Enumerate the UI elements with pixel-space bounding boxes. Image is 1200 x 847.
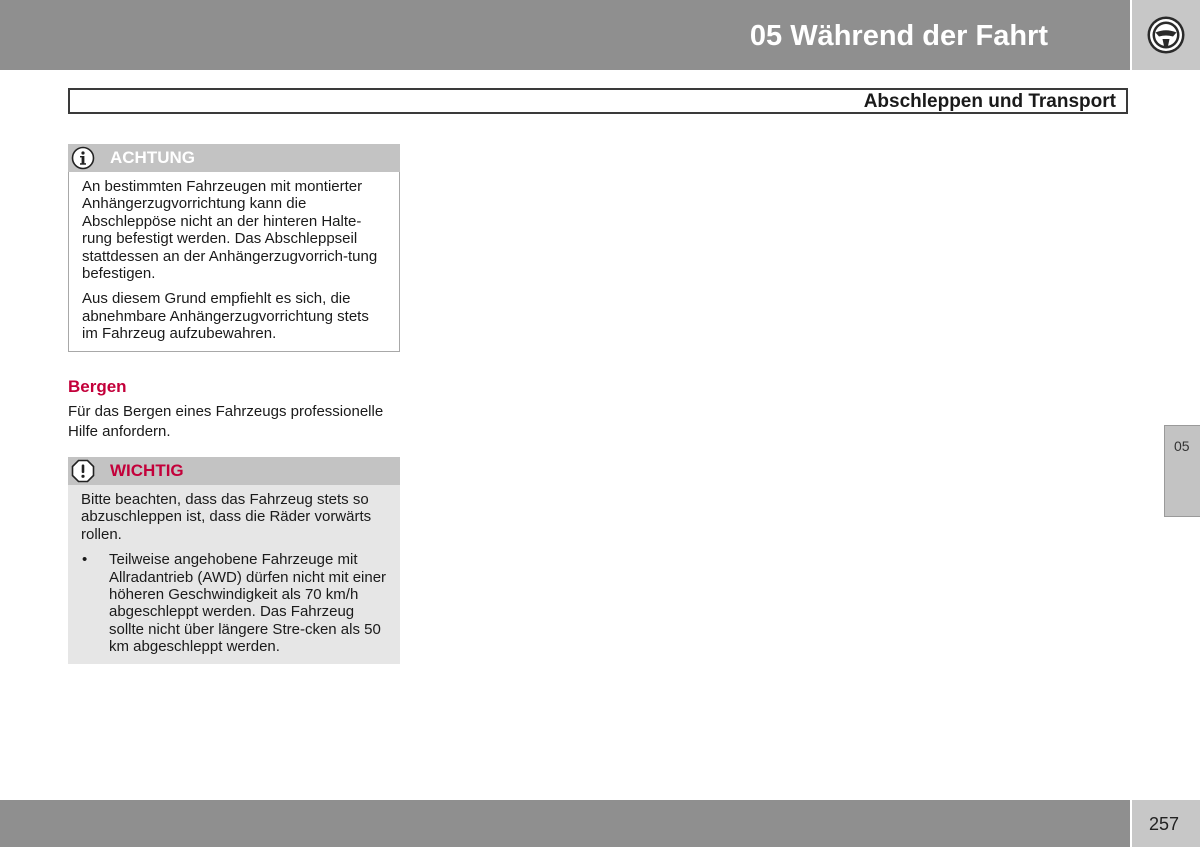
- list-item: [81, 551, 388, 655]
- achtung-paragraph: Aus diesem Grund empfiehlt es sich, die abnehmbare Anhängerzugvorrichtung stets im Fahrzeug aufzubewahren.: [82, 290, 369, 343]
- bergen-text: Für das Bergen eines Fahrzeugs professionelle Hilfe anfordern.: [68, 403, 384, 440]
- page-number-box: [1132, 800, 1200, 847]
- info-icon: [71, 146, 95, 170]
- wichtig-box: [68, 457, 400, 664]
- top-bar: [0, 0, 1130, 70]
- achtung-header: [68, 144, 400, 172]
- wichtig-header: [68, 457, 400, 485]
- steering-wheel-icon: [1146, 15, 1186, 55]
- side-tab-label: 05: [1174, 438, 1190, 454]
- bullet-marker: •: [82, 551, 88, 569]
- wichtig-paragraph: Bitte beachten, dass das Fahrzeug stets so abzuschleppen ist, dass die Räder vorwärts rollen.: [81, 491, 372, 543]
- achtung-title: ACHTUNG: [110, 148, 195, 167]
- chapter-side-tab[interactable]: [1164, 425, 1200, 517]
- wichtig-title: WICHTIG: [110, 461, 184, 480]
- achtung-body: [69, 172, 399, 351]
- wichtig-bullet-list: [81, 551, 388, 655]
- bottom-bar: [0, 800, 1130, 847]
- chapter-icon-box: [1132, 0, 1200, 70]
- section-header: [68, 88, 1128, 114]
- page-number: 257: [1149, 814, 1180, 834]
- bergen-heading: Bergen: [68, 377, 127, 396]
- warning-icon: [71, 459, 95, 483]
- list-item-text: Teilweise angehobene Fahrzeuge mit Allradantrieb (AWD) dürfen nicht mit einer höheren Geschwindigkeit als 70 km/h abgeschleppt werden. Das Fahrzeug sollte nicht über längere Stre-cken als 50 km abgeschleppt werden.: [109, 551, 387, 656]
- wichtig-body: [68, 485, 400, 664]
- achtung-box: [68, 144, 400, 352]
- chapter-title: 05 Während der Fahrt: [749, 20, 1048, 52]
- achtung-paragraph: An bestimmten Fahrzeugen mit montierter Anhängerzugvorrichtung kann die Abschleppöse nicht an der hinteren Halte-rung befestigt werden. Das Abschleppseil stattdessen an der Anhängerzugvorrich-tung befestigen.: [82, 178, 378, 283]
- section-title: Abschleppen und Transport: [863, 91, 1116, 112]
